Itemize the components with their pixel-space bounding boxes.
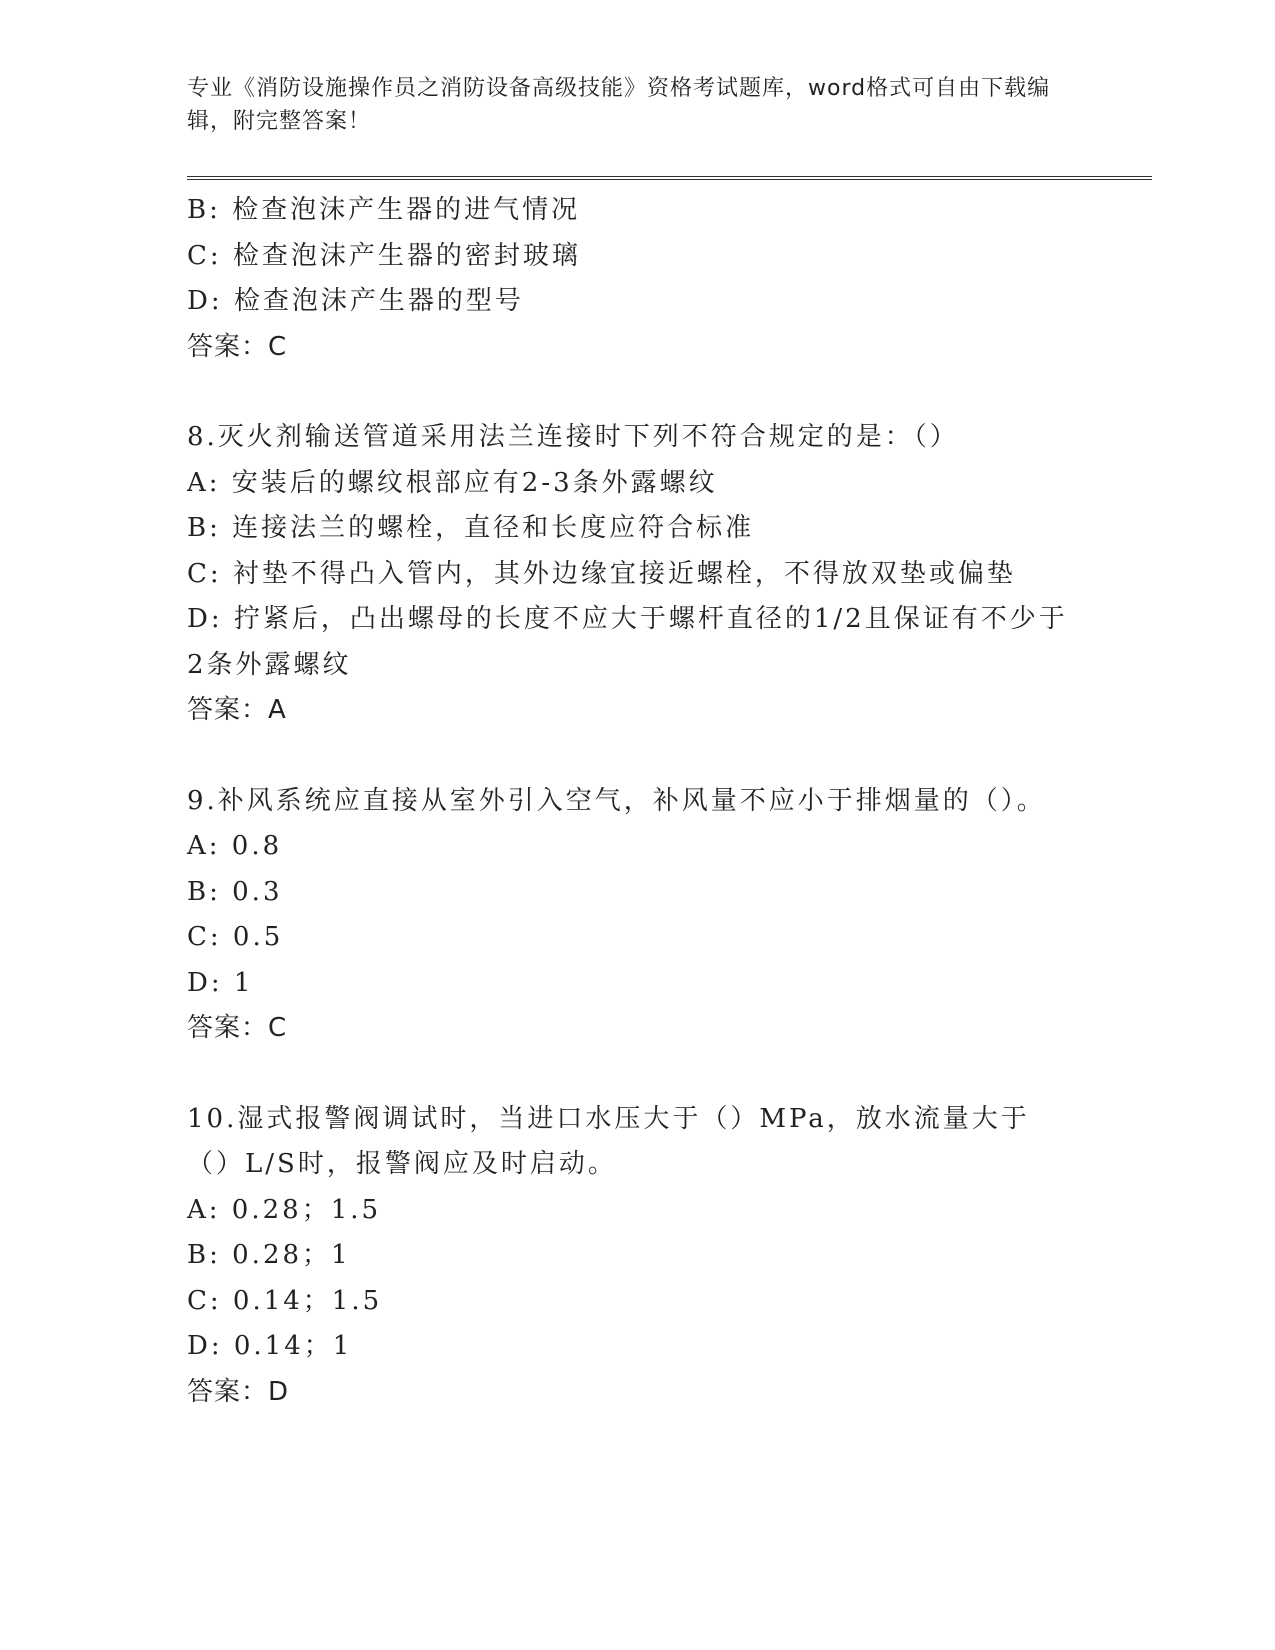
option-d: D: 检查泡沫产生器的型号 <box>187 286 524 316</box>
option-d-continued: 2条外露螺纹 <box>187 649 352 680</box>
option-c: C: 检查泡沫产生器的密封玻璃 <box>187 240 581 271</box>
question-10 <box>187 1097 1087 1416</box>
answer: 答案：A <box>187 695 287 725</box>
spacer <box>187 734 1087 779</box>
option-d: D: 1 <box>187 967 254 998</box>
question-title: 9.补风系统应直接从室外引入空气，补风量不应小于排烟量的（）。 <box>187 785 1046 816</box>
option-a: A: 0.28；1.5 <box>187 1194 382 1225</box>
document-header: 专业《消防设施操作员之消防设备高级技能》资格考试题库，word格式可自由下载编辑，附完整答案！ <box>187 76 1051 134</box>
question-list <box>187 188 1087 1415</box>
question-7 <box>187 188 1087 370</box>
option-b: B: 检查泡沫产生器的进气情况 <box>187 195 581 225</box>
header-divider <box>187 176 1152 180</box>
spacer <box>187 1052 1087 1097</box>
option-a: A: 安装后的螺纹根部应有2-3条外露螺纹 <box>187 467 718 498</box>
option-b: B: 连接法兰的螺栓，直径和长度应符合标准 <box>187 513 755 543</box>
option-a: A: 0.8 <box>187 831 283 861</box>
option-c: C: 0.14；1.5 <box>187 1285 383 1316</box>
option-b: B: 0.3 <box>187 876 283 907</box>
option-d: D: 0.14；1 <box>187 1331 353 1361</box>
question-9 <box>187 779 1087 1052</box>
option-d: D: 拧紧后，凸出螺母的长度不应大于螺杆直径的1/2且保证有不少于 <box>187 604 1068 634</box>
option-c: C: 衬垫不得凸入管内，其外边缘宜接近螺栓，不得放双垫或偏垫 <box>187 558 1016 589</box>
option-b: B: 0.28；1 <box>187 1240 351 1270</box>
answer: 答案：C <box>187 331 288 362</box>
question-title: 10.湿式报警阀调试时，当进口水压大于（）MPa，放水流量大于（）L/S时，报警阀应及时启动。 <box>187 1103 1030 1179</box>
question-title: 8.灭火剂输送管道采用法兰连接时下列不符合规定的是：（） <box>187 422 959 452</box>
spacer <box>187 370 1087 415</box>
question-8 <box>187 415 1087 734</box>
answer: 答案：D <box>187 1376 290 1407</box>
option-c: C: 0.5 <box>187 922 284 952</box>
answer: 答案：C <box>187 1013 288 1043</box>
